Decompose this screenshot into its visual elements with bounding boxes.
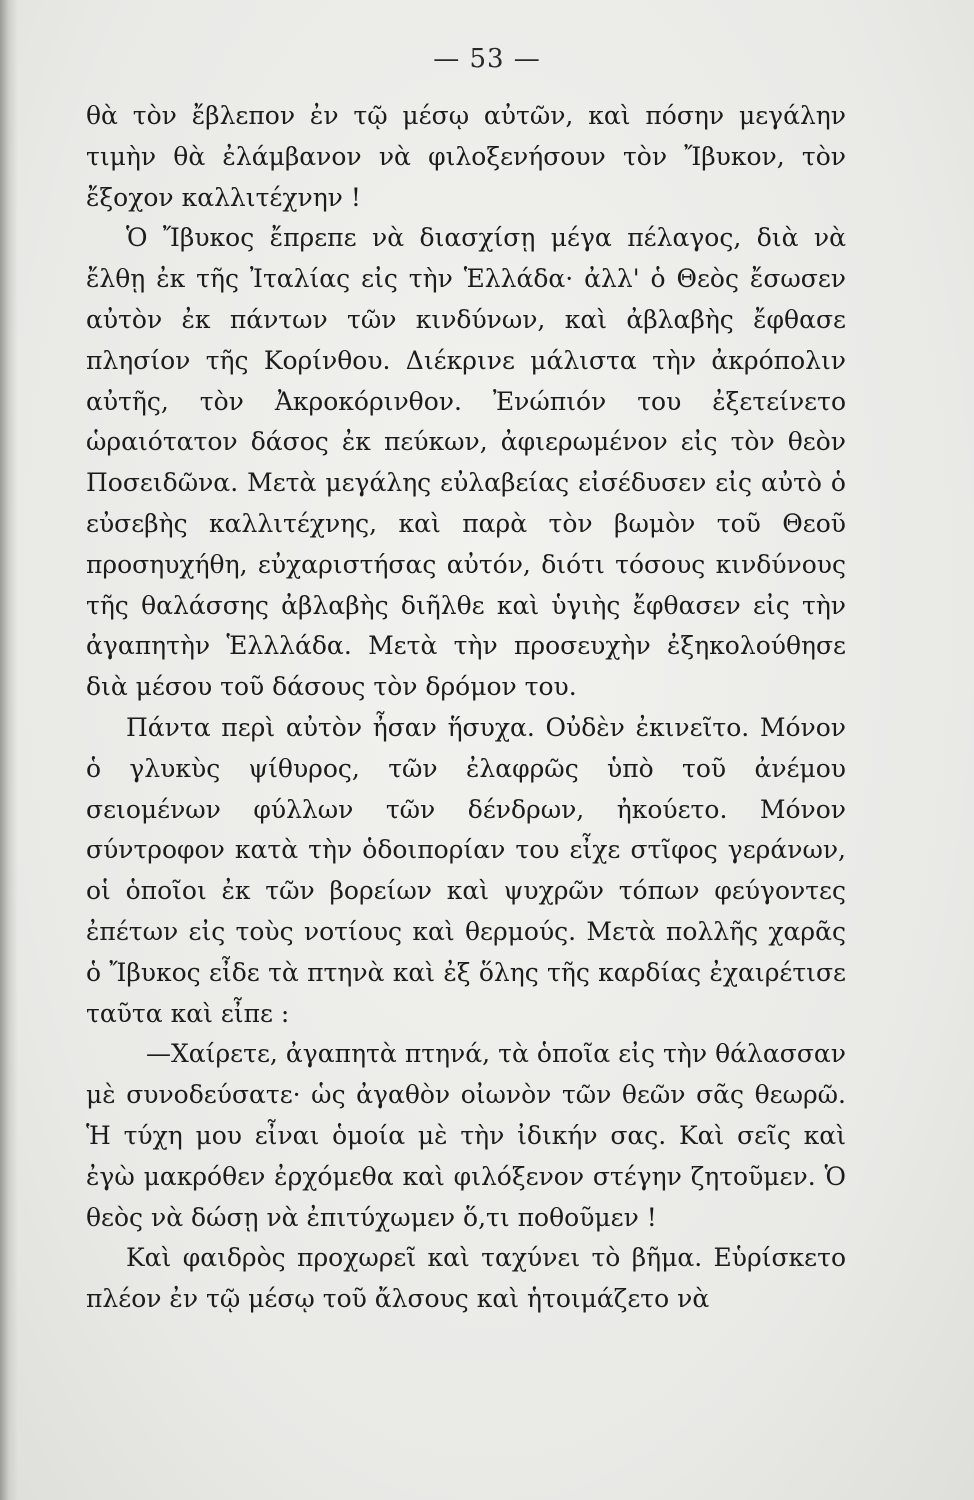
paragraph-5: Καὶ φαιδρὸς προχωρεῖ καὶ ταχύνει τὸ βῆμα. Εὑρίσκετο πλέον ἐν τῷ μέσῳ τοῦ ἄλσους καὶ ἡτοιμάζετο νὰ xyxy=(86,1243,846,1314)
binding-shadow xyxy=(0,0,18,1500)
paragraph-3: Πάντα περὶ αὐτὸν ἦσαν ἥσυχα. Οὐδὲν ἐκινεῖτο. Μόνον ὁ γλυκὺς ψίθυρος, τῶν ἐλαφρῶς ὑπὸ τοῦ ἀνέμου σειομένων φύλλων τῶν δένδρων, ἠκούετο. Μόνον σύντροφον κατὰ τὴν ὁδοιπορίαν του εἶχε στῖφος γεράνων, οἱ ὁποῖοι ἐκ τῶν βορείων καὶ ψυχρῶν τόπων φεύγοντες ἐπέτων εἰς τοὺς νοτίους καὶ θερμούς. Μετὰ πολλῆς χαρᾶς ὁ Ἴβυκος εἶδε τὰ πτηνὰ καὶ ἐξ ὅλης τῆς καρδίας ἐχαιρέτισε ταῦτα καὶ εἶπε : xyxy=(86,712,846,1028)
paragraph-4-dialogue: —Χαίρετε, ἀγαπητὰ πτηνά, τὰ ὁποῖα εἰς τὴν θάλασσαν μὲ συνοδεύσατε· ὡς ἀγαθὸν οἰωνὸν τῶν θεῶν σᾶς θεωρῶ. Ἡ τύχη μου εἶναι ὁμοία μὲ τὴν ἰδικήν σας. Καὶ σεῖς καὶ ἐγὼ μακρόθεν ἐρχόμεθα καὶ φιλόξενον στέγην ζητοῦμεν. Ὁ θεὸς νὰ δώσῃ νὰ ἐπιτύχωμεν ὅ,τι ποθοῦμεν ! xyxy=(86,1039,846,1232)
paragraph-2: Ὁ Ἴβυκος ἔπρεπε νὰ διασχίσῃ μέγα πέλαγος, διὰ νὰ ἔλθῃ ἐκ τῆς Ἰταλίας εἰς τὴν Ἑλλάδα· ἀλλ' ὁ Θεὸς ἔσωσεν αὐτὸν ἐκ πάντων τῶν κινδύνων, καὶ ἀβλαβὴς ἔφθασε πλησίον τῆς Κορίνθου. Διέκρινε μάλιστα τὴν ἀκρόπολιν αὐτῆς, τὸν Ἀκροκόρινθον. Ἐνώπιόν του ἐξετείνετο ὡραιότατον δάσος ἐκ πεύκων, ἀφιερωμένον εἰς τὸν θεὸν Ποσειδῶνα. Μετὰ μεγάλης εὐλαβείας εἰσέδυσεν εἰς αὐτὸ ὁ εὐσεβὴς καλλιτέχνης, καὶ παρὰ τὸν βωμὸν τοῦ Θεοῦ προσηυχήθη, εὐχαριστήσας αὐτόν, διότι τόσους κινδύνους τῆς θαλάσσης ἀβλαβὴς διῆλθε καὶ ὑγιὴς ἔφθασεν εἰς τὴν ἀγαπητὴν Ἑλλλάδα. Μετὰ τὴν προσευχὴν ἐξηκολούθησε διὰ μέσου τοῦ δάσους τὸν δρόμον του. xyxy=(86,223,846,702)
page-number: — 53 — xyxy=(433,44,541,74)
page-text xyxy=(86,96,846,1320)
paragraph-1: θὰ τὸν ἔβλεπον ἐν τῷ μέσῳ αὐτῶν, καὶ πόσην μεγάλην τιμὴν θὰ ἐλάμβανον νὰ φιλοξενήσουν τὸν Ἴβυκον, τὸν ἔξοχον καλλιτέχνην ! xyxy=(86,101,846,212)
